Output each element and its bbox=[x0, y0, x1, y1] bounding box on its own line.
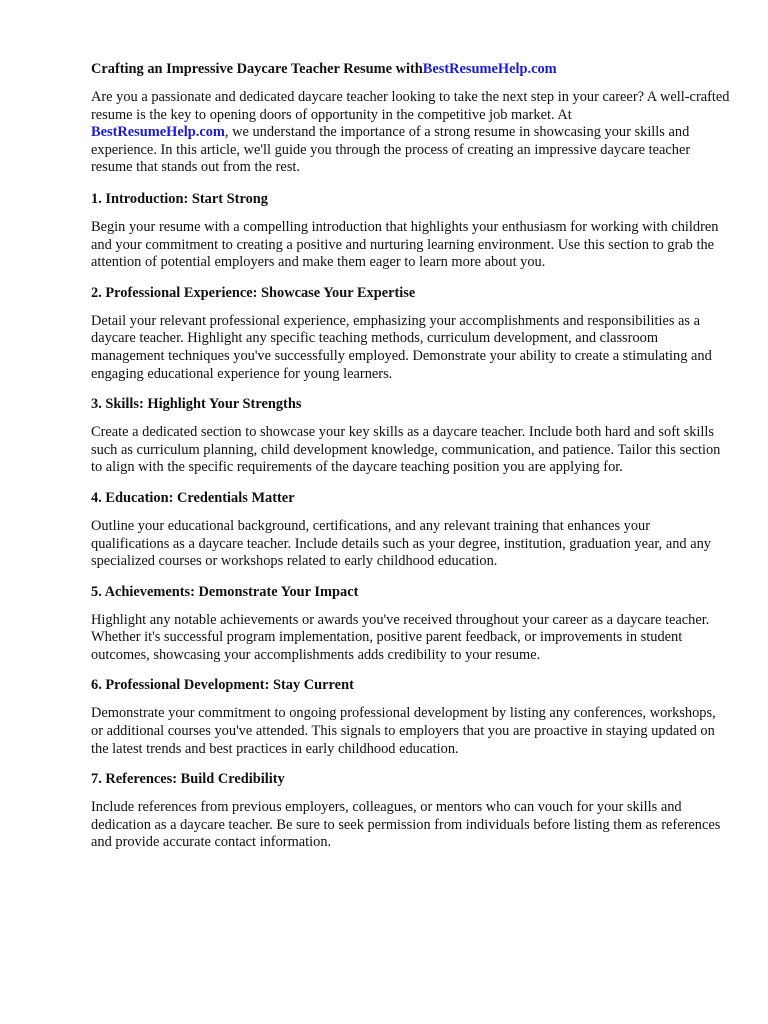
intro-link[interactable]: BestResumeHelp.com bbox=[91, 124, 225, 141]
title-link[interactable]: BestResumeHelp.com bbox=[422, 61, 557, 77]
section-body-achievements: Highlight any notable achievements or awards you've received throughout your career as a daycare teacher. Whether it's successful program implementation, positive parent feedback, or improvements in student outcomes, showcasing your accomplishments adds credibility to your resume. bbox=[91, 611, 710, 663]
title-prefix: Crafting an Impressive Daycare Teacher Resume with bbox=[91, 61, 423, 77]
section-body-professional-development: Demonstrate your commitment to ongoing professional development by listing any conferences, workshops, or additional courses you've attended. This signals to employers that you are proactive in staying updated on the latest trends and best practices in early childhood education. bbox=[91, 705, 716, 757]
section-body-introduction: Begin your resume with a compelling introduction that highlights your enthusiasm for working with children and your commitment to creating a positive and nurturing learning environment. Use this section to grab the attention of potential employers and make them eager to learn more about you. bbox=[91, 218, 719, 271]
section-body-education: Outline your educational background, certifications, and any relevant training that enhances your qualifications as a daycare teacher. Include details such as your degree, institution, graduation year, and any specialized courses or workshops related to early childhood education. bbox=[91, 517, 711, 570]
section-heading-professional-development: 6. Professional Development: Stay Current bbox=[91, 677, 354, 694]
section-heading-references: 7. References: Build Credibility bbox=[91, 771, 285, 788]
section-heading-achievements: 5. Achievements: Demonstrate Your Impact bbox=[91, 583, 359, 600]
page-title bbox=[91, 60, 731, 78]
intro-text-part1: Are you a passionate and dedicated daycare teacher looking to take the next step in your career? A well-crafted resume is the key to opening doors of opportunity in the competitive job market. At bbox=[91, 89, 730, 123]
intro-text-part2: , we understand the importance of a strong resume in showcasing your skills and experience. In this article, we'll guide you through the process of creating an impressive daycare teacher resume that stands out from the rest. bbox=[91, 124, 691, 176]
section-heading-experience: 2. Professional Experience: Showcase Your Expertise bbox=[91, 284, 416, 301]
section-body-references: Include references from previous employers, colleagues, or mentors who can vouch for your skills and dedication as a daycare teacher. Be sure to seek permission from individuals before listing them as references and provide accurate contact information. bbox=[91, 799, 721, 851]
section-body-experience: Detail your relevant professional experience, emphasizing your accomplishments and responsibilities as a daycare teacher. Highlight any specific teaching methods, curriculum development, and classroom management techniques you've successfully employed. Demonstrate your ability to create a stimulating and engaging educational experience for young learners. bbox=[91, 312, 712, 382]
section-heading-skills: 3. Skills: Highlight Your Strengths bbox=[91, 396, 302, 413]
section-body-skills: Create a dedicated section to showcase your key skills as a daycare teacher. Include both hard and soft skills such as curriculum planning, child development knowledge, communication, and patience. Tailor this section to align with the specific requirements of the daycare teaching position you are applying for. bbox=[91, 424, 721, 476]
section-heading-education: 4. Education: Credentials Matter bbox=[91, 489, 295, 506]
document-page bbox=[91, 60, 731, 864]
section-heading-introduction: 1. Introduction: Start Strong bbox=[91, 190, 268, 207]
intro-paragraph bbox=[91, 89, 731, 177]
